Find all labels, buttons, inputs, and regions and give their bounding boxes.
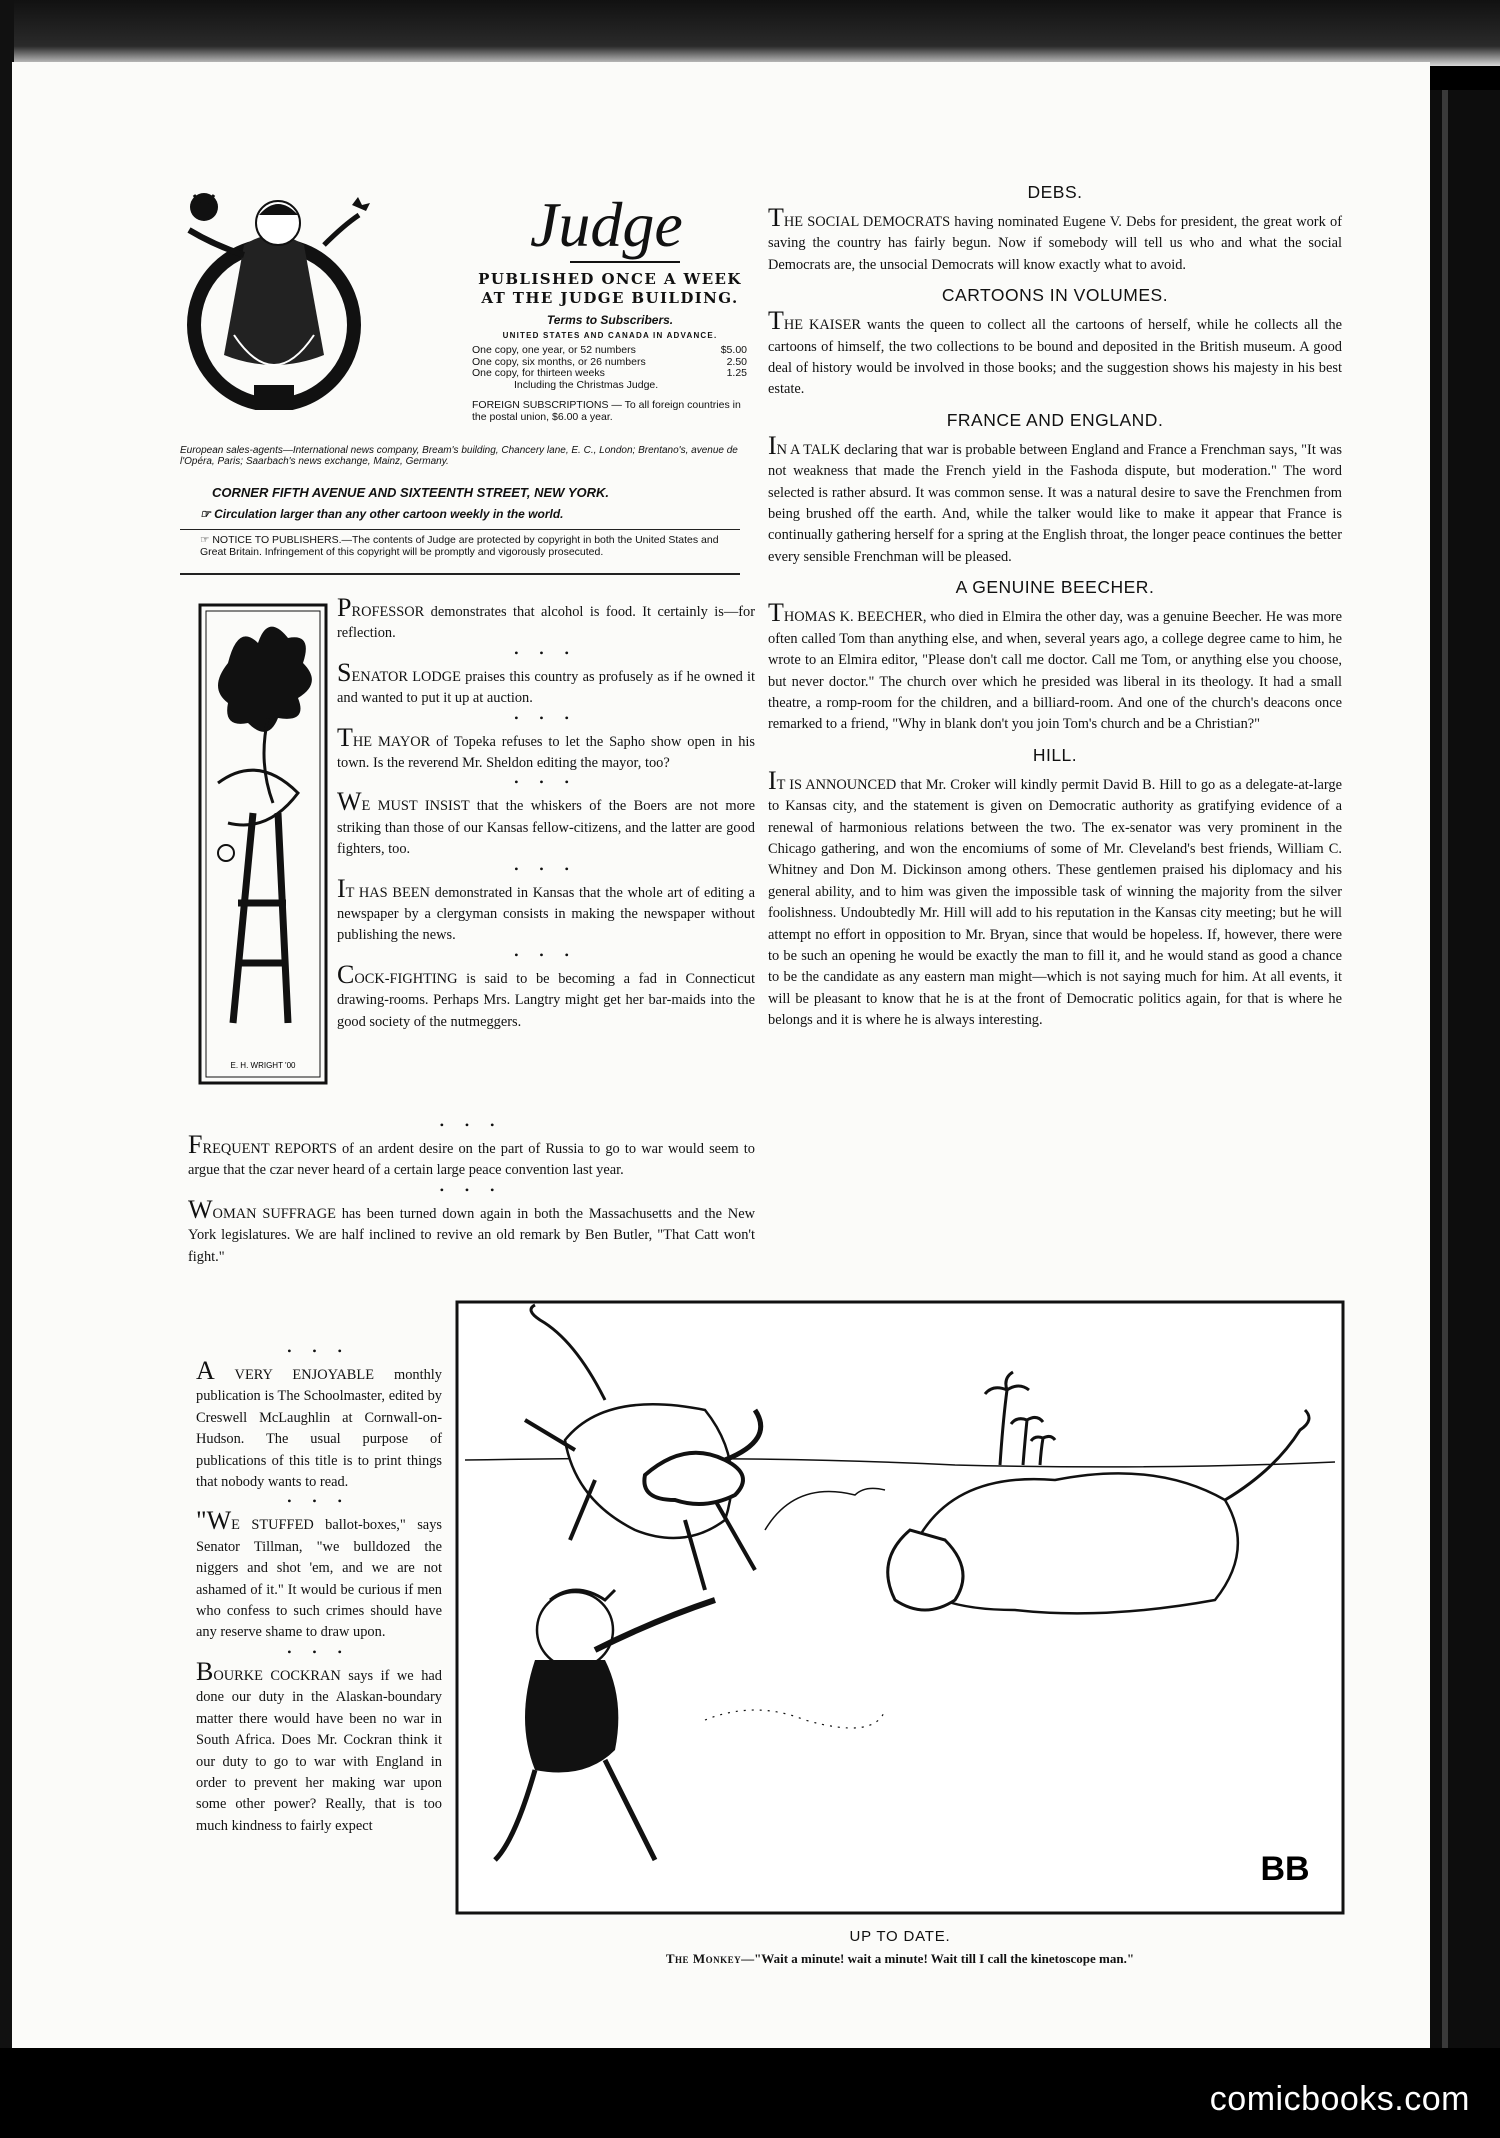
published-weekly: PUBLISHED ONCE A WEEK [478,270,742,288]
paragraph-item: FREQUENT REPORTS of an ardent desire on the part of Russia to go to war would seem to argue that the czar never heard of a certain large peace convention last year. [188,1130,755,1179]
cartoon-title: UP TO DATE. [849,1928,951,1945]
rate-label: One copy, six months, or 26 numbers [472,355,646,368]
circulation-text: Circulation larger than any other cartoon weekly in the world. [214,507,564,521]
vignette-signature: E. H. WRIGHT '00 [230,1061,296,1070]
subscription-rates [472,345,747,391]
paragraphs-column-wide [188,1117,755,1268]
headline-debs: DEBS. [1027,182,1083,202]
paragraph-item: SENATOR LODGE praises this country as profusely as if he owned it and wanted to put it up at auction. [337,657,755,707]
facing-page-edge [1430,90,1500,2048]
judge-building: AT THE JUDGE BUILDING. [481,289,739,307]
rate-price: 1.25 [726,367,747,379]
scan-border-top [0,0,1500,66]
logo-underline [570,261,680,263]
headline-hill: HILL. [1032,744,1078,765]
page-gutter [1442,90,1448,2048]
paragraphs-column-narrow [196,1343,442,1837]
paragraph-separator: • • • [287,1344,351,1358]
paragraph-item: PROFESSOR demonstrates that alcohol is food. It certainly is—for reflection. [337,593,755,642]
article-genuine-beecher: THOMAS K. BEECHER, who died in Elmira the other day, was a genuine Beecher. He was more often called Tom than anything else, and when, several years ago, a college degree came to him, he wrote to an Elmira editor, "Please don't call me doctor. Call me Tom, or anything else you choose, but never doctor." The church over which he presided was liberal in its theology. It had a small theatre, a romp-room for the children, and a billiard-room. And one of the church's deacons once remarked to a friend, "Why in blank don't you join Tom's church and be a Christian?" [768,598,1342,733]
pointing-hand-icon: ☞ [200,534,213,546]
advance-note: UNITED STATES AND CANADA IN ADVANCE. [502,331,718,340]
paragraph-item: WE MUST INSIST that the whiskers of the Boers are not more striking than those of our Kansas fellow-citizens, and the latter are good fighters, too. [337,787,755,858]
paragraph-item: "WE STUFFED ballot-boxes," says Senator Tillman, "we bulldozed the niggers and shot 'em, and we are not ashamed of it." It would be curious if men who confess to such crimes should have any reserve shame to draw upon. [196,1506,442,1641]
headline-france-and-england: FRANCE AND ENGLAND. [946,409,1164,430]
notice-to-publishers [200,535,745,558]
rate-row [472,368,747,380]
paragraph-item: BOURKE COCKRAN says if we had done our duty in the Alaskan-boundary matter there would have been no war in South Africa. Does Mr. Cockran think it our duty to go to war with England in order to prevent her making war upon some other power? Really, that is too much kindness to fairly expect [196,1656,442,1834]
paragraphs-column-left [337,593,755,1033]
headline-cartoons-in-volumes: CARTOONS IN VOLUMES. [941,285,1169,306]
paragraph-separator: • • • [514,861,578,876]
rates-note: Including the Christmas Judge. [514,378,659,391]
paragraph-separator: • • • [439,1182,504,1197]
paragraph-separator: • • • [514,645,578,660]
european-agents: European sales-agents—International news company, Bream's building, Chancery lane, E. C., London; Brentano's, avenue de l'Opéra, Paris; Saarbach's news exchange, Mainz, Germany. [180,445,738,467]
rate-label: One copy, one year, or 52 numbers [472,344,636,356]
circulation-line [200,507,740,521]
cartoonist-signature: BB [1260,1850,1310,1888]
headline-genuine-beecher: A GENUINE BEECHER. [955,577,1155,598]
article-france-and-england: IN A TALK declaring that war is probable between England and France a Frenchman says, "It was not weakness that made the French yield in the Fashoda dispute, but moderation." The word selected is rather absurd. It was common sense. It was a natural desire to save the Frenchmen from being brushed off the earth. And, while the talker would like to make it appear that France is continually gathering herself for a spring at the English throat, the longer peace continues the better every sensible Frenchman will be pleased. [768,430,1342,565]
site-watermark: comicbooks.com [1209,2080,1470,2118]
paragraph-separator: • • • [514,947,578,962]
judge-logo: Judge [530,189,683,260]
masthead [160,185,755,585]
rate-price: $5.00 [720,344,747,356]
floral-vignette [198,603,328,1085]
paragraph-item: WOMAN SUFFRAGE has been turned down again in both the Massachusetts and the New York legislatures. We are half inclined to revive an old remark by Ben Butler, "That Catt won't fight." [188,1194,755,1265]
notice-text: NOTICE TO PUBLISHERS.—The contents of Judge are protected by copyright in both the United States and Great Britain. Infringement of this copyright will be promptly and vigorously prosecuted. [200,534,719,558]
rate-row [472,345,747,357]
masthead-rule [180,529,740,530]
publication-info [460,270,760,308]
judge-figure-illustration [174,185,374,410]
paragraph-item: THE MAYOR of Topeka refuses to let the Sapho show open in his town. Is the reverend Mr. Sheldon editing the mayor, too? [337,722,755,772]
terms-heading: Terms to Subscribers. [546,313,674,327]
paragraph-separator: • • • [514,775,578,790]
paragraph-item: A VERY ENJOYABLE monthly publication is The Schoolmaster, edited by Creswell McLaughlin at Cornwall-on-Hudson. The usual purpose of publications of this title is to print things that nobody wants to read. [196,1356,442,1491]
editorial-column [768,180,1342,1032]
article-debs: THE SOCIAL DEMOCRATS having nominated Eugene V. Debs for president, the great work of saving the country has fairly begun. Now if somebody will tell us who and what the social Democrats are, the unsocial Democrats will know exactly what to avoid. [768,203,1342,273]
pointing-hand-icon: ☞ [200,507,215,521]
cartoon-caption [455,1951,1345,1967]
cartoon-illustration [455,1300,1345,1915]
caption-quote: —"Wait a minute! wait a minute! Wait till I call the kinetoscope man." [741,1951,1135,1966]
article-hill: IT IS ANNOUNCED that Mr. Croker will kindly permit David B. Hill to go as a delegate-at-large to Kansas city, and the statement is given on Democratic authority as gratifying evidence of a renewal of harmonious relations between the two. The ex-senator was very prominent in the Chicago gathering, and won the encomiums of some of Mr. Cleveland's best friends, William C. Whitney and Don M. Dickinson among others. These gentlemen praised his diplomacy and his general ability, and to him was given the impossible task of winning the majority from the silver foolishness. Undoubtedly Mr. Hill will add to his reputation in the Kansas city meeting; but he will attempt no effort in opposition to Mr. Bryan, since that would be hopeless. If, however, there were to be such an opening he would be exactly the man to fill it, and he would stand as good a chance to be the candidate as any eastern man might—which is not saying much for him. At all events, it will be pleasant to know that he is at the front of Democratic politics again, for that is where he belongs and it is where he is always interesting. [768,765,1342,1029]
paragraph-separator: • • • [287,1494,351,1509]
paragraph-separator: • • • [287,1644,351,1659]
caption-speaker: The Monkey [665,1951,742,1966]
address-line: CORNER FIFTH AVENUE AND SIXTEENTH STREET, NEW YORK. [212,485,610,500]
article-cartoons-in-volumes: THE KAISER wants the queen to collect all the cartoons of herself, while he collects all the cartoons of himself, the two collections to be bound and deposited in the British museum. A good deal of history would be involved in those books; and the suggestion shows his majesty in his best estate. [768,306,1342,398]
paragraph-separator: • • • [514,710,578,725]
rate-price: 2.50 [726,355,747,368]
rate-label: One copy, for thirteen weeks [472,367,605,379]
foreign-subscriptions: FOREIGN SUBSCRIPTIONS — To all foreign countries in the postal union, $6.00 a year. [472,399,741,423]
paragraph-item: IT HAS BEEN demonstrated in Kansas that the whole art of editing a newspaper by a clergyman consists in making the newspaper without publishing the news. [337,873,755,944]
masthead-bottom-rule [180,573,740,575]
paragraph-item: COCK-FIGHTING is said to be becoming a fad in Connecticut drawing-rooms. Perhaps Mrs. Langtry might get her bar-maids into the good society of the nutmeggers. [337,959,755,1030]
paragraph-separator: • • • [439,1118,504,1132]
